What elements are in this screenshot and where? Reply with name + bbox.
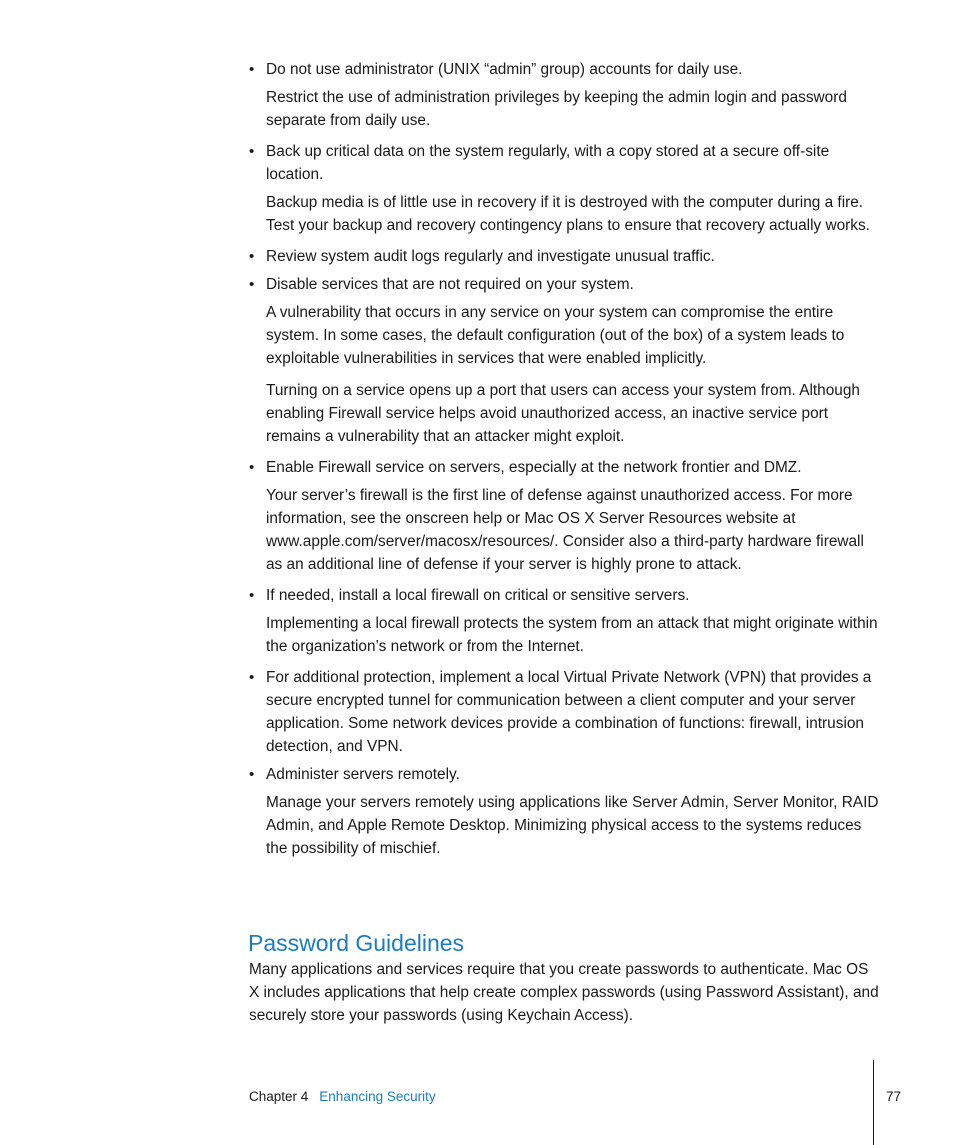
bullet-icon: • (249, 276, 255, 293)
bullet-icon: • (249, 61, 255, 78)
footer-chapter-title: Enhancing Security (319, 1089, 436, 1104)
bullet-text: Disable services that are not required on your system. (266, 276, 634, 293)
page-footer (249, 1088, 436, 1106)
bullet-icon: • (249, 587, 255, 604)
footer-divider (873, 1060, 874, 1145)
bullet-description: Turning on a service opens up a port that users can access your system from. Although enabling Firewall service helps avoid unauthorized access, an inactive service port remains a vulnerability that an attacker might exploit. (266, 382, 860, 445)
bullet-text: Review system audit logs regularly and investigate unusual traffic. (266, 248, 715, 265)
bullet-icon: • (249, 248, 255, 265)
bullet-icon: • (249, 459, 255, 476)
footer-chapter: Chapter 4 (249, 1089, 309, 1104)
bullet-description: Implementing a local firewall protects the system from an attack that might originate within the organization’s network or from the Internet. (266, 615, 878, 655)
bullet-icon: • (249, 143, 255, 160)
list-item (249, 140, 879, 237)
bullet-icon: • (249, 669, 255, 686)
bullet-list (249, 58, 879, 860)
bullet-description: A vulnerability that occurs in any service on your system can compromise the entire system. In some cases, the default configuration (out of the box) of a system leads to exploitable vulnerabilities in services that were enabled implicitly. (266, 304, 845, 367)
bullet-text: Enable Firewall service on servers, especially at the network frontier and DMZ. (266, 459, 802, 476)
bullet-text: Back up critical data on the system regularly, with a copy stored at a secure off-site location. (266, 143, 830, 183)
bullet-text: If needed, install a local firewall on critical or sensitive servers. (266, 587, 690, 604)
page-number: 77 (886, 1089, 902, 1104)
list-item (249, 58, 879, 132)
list-item (249, 763, 879, 860)
list-item (249, 245, 879, 268)
bullet-description: Your server’s firewall is the first line of defense against unauthorized access. For more information, see the onscreen help or Mac OS X Server Resources website at www.apple.com/server/macosx/resources/. Consider also a third-party hardware firewall as an additional line of defense if your server is highly prone to attack. (266, 487, 864, 573)
bullet-icon: • (249, 766, 255, 783)
bullet-description: Manage your servers remotely using applications like Server Admin, Server Monitor, RAID Admin, and Apple Remote Desktop. Minimizing physical access to the systems reduces the possibility of mischief. (266, 794, 879, 857)
bullet-text: Administer servers remotely. (266, 766, 460, 783)
list-item (249, 273, 879, 448)
bullet-text: Do not use administrator (UNIX “admin” group) accounts for daily use. (266, 61, 743, 78)
bullet-text: For additional protection, implement a local Virtual Private Network (VPN) that provides a secure encrypted tunnel for communication between a client computer and your server application. Some network devices provide a combination of functions: firewall, intrusion detection, and VPN. (266, 669, 872, 755)
section-heading: Password Guidelines (248, 930, 465, 956)
list-item (249, 666, 879, 758)
bullet-description: Backup media is of little use in recovery if it is destroyed with the computer during a fire. Test your backup and recovery contingency plans to ensure that recovery actually works. (266, 194, 870, 234)
list-item (249, 456, 879, 576)
list-item (249, 584, 879, 658)
bullet-description: Restrict the use of administration privileges by keeping the admin login and password separate from daily use. (266, 89, 847, 129)
section-paragraph: Many applications and services require that you create passwords to authenticate. Mac OS X includes applications that help create complex passwords (using Password Assistant), and securely store your passwords (using Keychain Access). (249, 961, 879, 1024)
